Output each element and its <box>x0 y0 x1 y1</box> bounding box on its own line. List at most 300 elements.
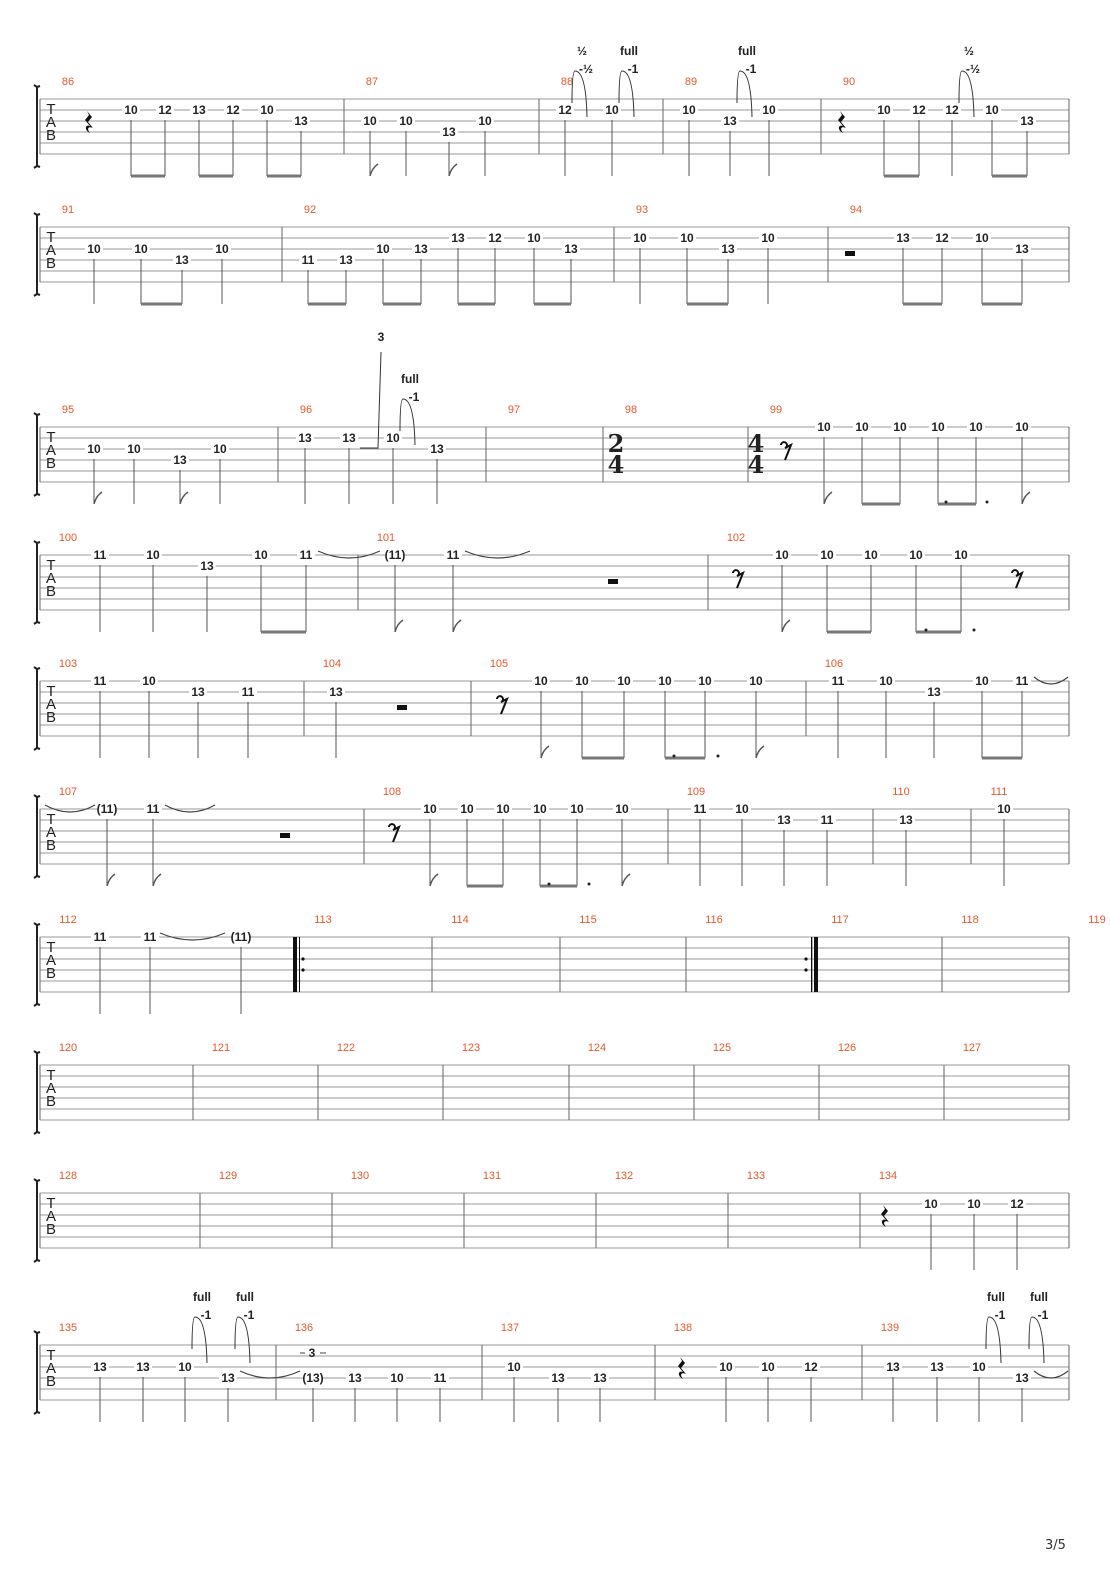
time-signature-numerator: 4 <box>747 429 765 458</box>
fret-number: 11 <box>93 548 107 562</box>
fret-number: 13 <box>593 1371 607 1385</box>
fret-number: 10 <box>399 114 413 128</box>
fret-number: 13 <box>886 1360 900 1374</box>
bend-arrow <box>192 1317 195 1349</box>
measure-number: 138 <box>673 1322 693 1334</box>
fret-number: 13 <box>136 1360 150 1374</box>
fret-number: 10 <box>855 420 869 434</box>
fret-number: 13 <box>294 114 308 128</box>
fret-number: 10 <box>817 420 831 434</box>
fret-number: 12 <box>945 103 959 117</box>
measure-number: 90 <box>842 76 856 88</box>
fret-number: 13 <box>930 1360 944 1374</box>
fret-number: 10 <box>260 103 274 117</box>
tab-clef-letter: T <box>46 1195 56 1212</box>
fret-number: 12 <box>1010 1197 1024 1211</box>
eighth-rest <box>733 570 743 588</box>
tab-clef-letter: B <box>45 1093 57 1110</box>
staff-bracket <box>34 1179 40 1262</box>
tab-clef-letter: A <box>45 442 57 459</box>
measure-number: 129 <box>218 1170 238 1182</box>
fret-number: 13 <box>175 253 189 267</box>
augmentation-dot <box>717 755 720 758</box>
fret-number: 11 <box>446 548 460 562</box>
fret-number: 10 <box>735 802 749 816</box>
fret-number: 13 <box>777 813 791 827</box>
repeat-dot <box>804 957 807 960</box>
tab-clef-letter: B <box>45 965 57 982</box>
measure-number: 87 <box>365 76 379 88</box>
augmentation-dot <box>945 501 948 504</box>
fret-number: 10 <box>533 802 547 816</box>
augmentation-dot <box>925 629 928 632</box>
tuplet-number: 3 <box>308 1346 316 1360</box>
tab-clef-letter: B <box>45 1221 57 1238</box>
tab-clef-letter: A <box>45 114 57 131</box>
fret-number: 10 <box>972 1360 986 1374</box>
release-amount-label: -½ <box>578 62 594 76</box>
tie <box>1034 1371 1068 1378</box>
measure-number: 101 <box>376 532 396 544</box>
note-flag <box>453 620 461 632</box>
release-amount-label: -1 <box>745 62 757 76</box>
fret-number: 10 <box>423 802 437 816</box>
fret-number: 13 <box>191 685 205 699</box>
fret-number: 10 <box>507 1360 521 1374</box>
tab-clef-letter: T <box>46 229 56 246</box>
staff-bracket <box>34 413 40 496</box>
measure-number: 111 <box>990 786 1008 798</box>
measure-number: 120 <box>58 1042 78 1054</box>
bend-arrow <box>400 399 403 431</box>
fret-number: 10 <box>954 548 968 562</box>
fret-number: 10 <box>460 802 474 816</box>
note-flag <box>782 620 790 632</box>
measure-number: 119 <box>1088 914 1106 926</box>
measure-number: 91 <box>61 204 75 216</box>
fret-number: 10 <box>761 1360 775 1374</box>
fret-number: 10 <box>967 1197 981 1211</box>
measure-number: 97 <box>507 404 521 416</box>
measure-number: 125 <box>712 1042 732 1054</box>
fret-number: 13 <box>1015 242 1029 256</box>
tab-clef-letter: B <box>45 255 57 272</box>
measure-number: 118 <box>961 914 979 926</box>
bend-amount-label: full <box>401 372 419 386</box>
note-flag <box>395 620 403 632</box>
fret-number: 12 <box>158 103 172 117</box>
fret-number: 13 <box>551 1371 565 1385</box>
staff-bracket <box>34 85 40 168</box>
bend-arrow <box>619 71 622 103</box>
tab-clef-letter: B <box>45 455 57 472</box>
measure-number: 116 <box>705 914 723 926</box>
fret-number: 10 <box>985 103 999 117</box>
measure-number: 136 <box>294 1322 314 1334</box>
fret-number: 10 <box>390 1371 404 1385</box>
fret-number: 11 <box>820 813 834 827</box>
half-rest <box>845 251 855 256</box>
fret-number: 10 <box>820 548 834 562</box>
staff-bracket <box>34 541 40 624</box>
measure-number: 88 <box>560 76 574 88</box>
fret-number: 13 <box>927 685 941 699</box>
tab-clef-letter: B <box>45 709 57 726</box>
fret-number: 10 <box>775 548 789 562</box>
eighth-rest <box>781 442 791 460</box>
fret-number: 10 <box>761 231 775 245</box>
bend-amount-label: full <box>236 1290 254 1304</box>
tab-clef-letter: T <box>46 101 56 118</box>
measure-number: 89 <box>684 76 698 88</box>
measure-number: 124 <box>587 1042 607 1054</box>
measure-number: 107 <box>58 786 78 798</box>
measure-number: 114 <box>451 914 469 926</box>
fret-number: 10 <box>605 103 619 117</box>
time-signature-denominator: 4 <box>607 450 625 479</box>
note-flag <box>541 746 549 758</box>
fret-number: 13 <box>442 125 456 139</box>
augmentation-dot <box>986 501 989 504</box>
note-flag <box>107 874 115 886</box>
measure-number: 126 <box>837 1042 857 1054</box>
bend-arrow <box>737 71 740 103</box>
fret-number: 13 <box>451 231 465 245</box>
measure-number: 137 <box>500 1322 520 1334</box>
bend-amount-label: full <box>738 44 756 58</box>
fret-number: 10 <box>134 242 148 256</box>
release-amount-label: -1 <box>200 1308 212 1322</box>
bend-arrow <box>986 1317 989 1349</box>
measure-number: 113 <box>314 914 332 926</box>
tab-clef-letter: T <box>46 939 56 956</box>
measure-number: 134 <box>878 1170 898 1182</box>
note-flag <box>370 164 378 176</box>
fret-number: 10 <box>87 242 101 256</box>
fret-number: 10 <box>719 1360 733 1374</box>
fret-number: 13 <box>329 685 343 699</box>
fret-number: 13 <box>339 253 353 267</box>
fret-number: 10 <box>879 674 893 688</box>
fret-number: 13 <box>200 559 214 573</box>
measure-number: 96 <box>299 404 313 416</box>
release-amount-label: -1 <box>408 390 420 404</box>
release-amount-label: -1 <box>1037 1308 1049 1322</box>
fret-number: 12 <box>804 1360 818 1374</box>
fret-number: 13 <box>899 813 913 827</box>
fret-number: 10 <box>213 442 227 456</box>
staff-system <box>34 1170 1069 1270</box>
fret-number: 10 <box>969 420 983 434</box>
eighth-rest <box>389 824 399 842</box>
fret-number: 10 <box>386 431 400 445</box>
bend-amount-label: full <box>193 1290 211 1304</box>
staff-bracket <box>34 1331 40 1414</box>
tab-clef-letter: A <box>45 1080 57 1097</box>
tab-clef-letter: B <box>45 583 57 600</box>
fret-number: 10 <box>575 674 589 688</box>
fret-number: 12 <box>226 103 240 117</box>
augmentation-dot <box>673 755 676 758</box>
staff-system <box>34 1042 1069 1134</box>
fret-number: 13 <box>192 103 206 117</box>
fret-number: 10 <box>534 674 548 688</box>
fret-number: 10 <box>142 674 156 688</box>
fret-number: 11 <box>1015 674 1029 688</box>
measure-number: 86 <box>61 76 75 88</box>
time-signature-numerator: 2 <box>607 429 625 458</box>
measure-number: 128 <box>58 1170 78 1182</box>
quarter-rest <box>678 1357 686 1379</box>
eighth-rest <box>497 696 507 714</box>
fret-number: (11) <box>384 548 406 562</box>
staff-bracket <box>34 795 40 878</box>
fret-number: 10 <box>698 674 712 688</box>
bend-arrow <box>360 352 381 448</box>
bend-amount-label: full <box>987 1290 1005 1304</box>
fret-number: 10 <box>178 1360 192 1374</box>
tab-clef-letter: T <box>46 1347 56 1364</box>
measure-number: 139 <box>880 1322 900 1334</box>
repeat-dot <box>301 957 304 960</box>
fret-number: 12 <box>488 231 502 245</box>
fret-number: 10 <box>877 103 891 117</box>
fret-number: 10 <box>975 674 989 688</box>
fret-number: 13 <box>221 1371 235 1385</box>
staff-bracket <box>34 1051 40 1134</box>
time-signature-denominator: 4 <box>747 450 765 479</box>
quarter-rest <box>85 111 93 133</box>
note-flag <box>756 746 764 758</box>
fret-number: 11 <box>241 685 255 699</box>
measure-number: 95 <box>61 404 75 416</box>
fret-number: 10 <box>254 548 268 562</box>
fret-number: 13 <box>93 1360 107 1374</box>
repeat-dot <box>301 968 304 971</box>
note-flag <box>622 874 630 886</box>
fret-number: 10 <box>924 1197 938 1211</box>
fret-number: 10 <box>893 420 907 434</box>
fret-number: 10 <box>864 548 878 562</box>
fret-number: 11 <box>143 930 157 944</box>
fret-number: 13 <box>430 442 444 456</box>
tab-clef-letter: B <box>45 1373 57 1390</box>
fret-number: 10 <box>570 802 584 816</box>
note-flag <box>824 492 832 504</box>
staff-system <box>34 532 1069 632</box>
measure-number: 92 <box>303 204 317 216</box>
fret-number: 10 <box>363 114 377 128</box>
tab-clef-letter: B <box>45 837 57 854</box>
measure-number: 103 <box>58 658 78 670</box>
fret-number: 10 <box>997 802 1011 816</box>
tab-clef-letter: B <box>45 127 57 144</box>
staff-system <box>34 786 1069 886</box>
measure-number: 94 <box>849 204 863 216</box>
staff-system <box>34 404 1069 504</box>
bend-amount-label: ½ <box>963 44 975 58</box>
measure-number: 102 <box>726 532 746 544</box>
repeat-dot <box>804 968 807 971</box>
fret-number: 11 <box>93 930 107 944</box>
fret-number: 12 <box>935 231 949 245</box>
measure-number: 110 <box>892 786 910 798</box>
bend-amount-label: ½ <box>576 44 588 58</box>
measure-number: 105 <box>489 658 509 670</box>
measure-number: 112 <box>59 914 77 926</box>
measure-number: 131 <box>482 1170 502 1182</box>
measure-number: 104 <box>322 658 342 670</box>
fret-number: 13 <box>298 431 312 445</box>
tab-clef-letter: A <box>45 696 57 713</box>
tab-clef-letter: A <box>45 242 57 259</box>
fret-number: 13 <box>1015 1371 1029 1385</box>
staff-system <box>34 914 1106 1014</box>
fret-number: 11 <box>831 674 845 688</box>
fret-number: (11) <box>96 802 118 816</box>
fret-number: 13 <box>342 431 356 445</box>
fret-number: 13 <box>564 242 578 256</box>
tab-clef-letter: A <box>45 1360 57 1377</box>
tab-clef-letter: A <box>45 570 57 587</box>
measure-number: 132 <box>614 1170 634 1182</box>
fret-number: 10 <box>127 442 141 456</box>
staff-system <box>34 76 1069 176</box>
fret-number: 12 <box>912 103 926 117</box>
fret-number: 13 <box>721 242 735 256</box>
half-rest <box>280 833 290 838</box>
fret-number: 13 <box>348 1371 362 1385</box>
half-rest <box>397 705 407 710</box>
staff-bracket <box>34 667 40 750</box>
bend-amount-label: 3 <box>377 330 385 344</box>
measure-number: 106 <box>824 658 844 670</box>
fret-number: 13 <box>723 114 737 128</box>
fret-number: 10 <box>682 103 696 117</box>
measure-number: 130 <box>350 1170 370 1182</box>
fret-number: 13 <box>173 453 187 467</box>
fret-number: 10 <box>617 674 631 688</box>
fret-number: 11 <box>693 802 707 816</box>
augmentation-dot <box>548 883 551 886</box>
fret-number: 12 <box>558 103 572 117</box>
measure-number: 98 <box>624 404 638 416</box>
measure-number: 100 <box>58 532 78 544</box>
quarter-rest <box>838 111 846 133</box>
half-rest <box>608 579 618 584</box>
fret-number: 13 <box>1020 114 1034 128</box>
release-amount-label: -1 <box>243 1308 255 1322</box>
fret-number: 10 <box>478 114 492 128</box>
bend-arrow <box>235 1317 238 1349</box>
fret-number: 10 <box>680 231 694 245</box>
staff-bracket <box>34 923 40 1006</box>
tab-clef-letter: T <box>46 557 56 574</box>
staff-system <box>34 204 1069 304</box>
fret-number: 10 <box>615 802 629 816</box>
note-flag <box>153 874 161 886</box>
page-number: 3/5 <box>1045 1538 1066 1553</box>
staff-bracket <box>34 213 40 296</box>
measure-number: 93 <box>635 204 649 216</box>
fret-number: (13) <box>302 1371 324 1385</box>
measure-number: 117 <box>831 914 849 926</box>
tab-clef-letter: T <box>46 429 56 446</box>
measure-number: 109 <box>686 786 706 798</box>
fret-number: 10 <box>658 674 672 688</box>
fret-number: 11 <box>93 674 107 688</box>
tab-clef-letter: T <box>46 811 56 828</box>
tab-clef-letter: T <box>46 683 56 700</box>
fret-number: 10 <box>124 103 138 117</box>
release-amount-label: -1 <box>994 1308 1006 1322</box>
note-flag <box>1022 492 1030 504</box>
fret-number: 10 <box>749 674 763 688</box>
augmentation-dot <box>973 629 976 632</box>
note-flag <box>430 874 438 886</box>
measure-number: 133 <box>746 1170 766 1182</box>
fret-number: 13 <box>414 242 428 256</box>
fret-number: 11 <box>146 802 160 816</box>
fret-number: (11) <box>230 930 252 944</box>
fret-number: 13 <box>896 231 910 245</box>
fret-number: 10 <box>215 242 229 256</box>
fret-number: 11 <box>433 1371 447 1385</box>
measure-number: 121 <box>211 1042 231 1054</box>
tab-clef-letter: T <box>46 1067 56 1084</box>
tab-clef-letter: A <box>45 952 57 969</box>
quarter-rest <box>881 1205 889 1227</box>
bend-arrow <box>1029 1317 1032 1349</box>
measure-number: 115 <box>579 914 597 926</box>
fret-number: 11 <box>299 548 313 562</box>
fret-number: 10 <box>376 242 390 256</box>
staff-system <box>34 658 1069 758</box>
note-flag <box>449 164 457 176</box>
measure-number: 123 <box>461 1042 481 1054</box>
release-amount-label: -1 <box>627 62 639 76</box>
fret-number: 10 <box>146 548 160 562</box>
tie <box>240 1371 300 1378</box>
note-flag <box>94 492 102 504</box>
measure-number: 122 <box>336 1042 356 1054</box>
fret-number: 10 <box>762 103 776 117</box>
fret-number: 10 <box>527 231 541 245</box>
augmentation-dot <box>588 883 591 886</box>
fret-number: 10 <box>931 420 945 434</box>
note-flag <box>180 492 188 504</box>
fret-number: 11 <box>301 253 315 267</box>
fret-number: 10 <box>87 442 101 456</box>
tab-clef-letter: A <box>45 1208 57 1225</box>
fret-number: 10 <box>633 231 647 245</box>
eighth-rest <box>1012 570 1022 588</box>
measure-number: 108 <box>382 786 402 798</box>
bend-arrow <box>959 71 962 103</box>
measure-number: 99 <box>769 404 783 416</box>
release-amount-label: -½ <box>965 62 981 76</box>
staff-system <box>34 1322 1069 1422</box>
measure-number: 135 <box>58 1322 78 1334</box>
fret-number: 10 <box>909 548 923 562</box>
tab-clef-letter: A <box>45 824 57 841</box>
bend-amount-label: full <box>620 44 638 58</box>
fret-number: 10 <box>496 802 510 816</box>
fret-number: 10 <box>1015 420 1029 434</box>
measure-number: 127 <box>962 1042 982 1054</box>
fret-number: 10 <box>975 231 989 245</box>
bend-amount-label: full <box>1030 1290 1048 1304</box>
